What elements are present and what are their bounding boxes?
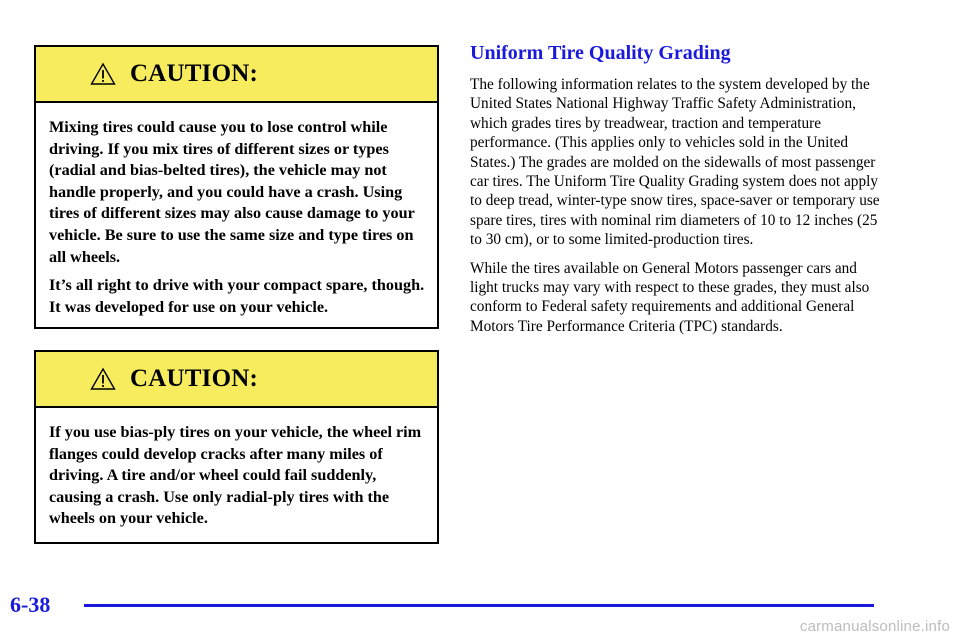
warning-triangle-icon	[90, 62, 116, 86]
caution-box-mixing-tires	[34, 45, 439, 329]
caution-paragraph: Mixing tires could cause you to lose control while driving. If you mix tires of different sizes or types (radial and bias-belted tires), the vehicle may not handle properly, and you could have a crash. Using tires of different sizes may also cause damage to your vehicle. Be sure to use the same size and type tires on all wheels.	[49, 118, 415, 266]
footer-rule	[84, 604, 874, 607]
caution-body	[36, 408, 437, 542]
caution-header	[36, 352, 437, 408]
tire-grading-section	[470, 42, 880, 345]
warning-triangle-icon	[90, 367, 116, 391]
section-title: Uniform Tire Quality Grading	[470, 42, 731, 64]
watermark: carmanualsonline.info	[799, 618, 950, 635]
page-number: 6-38	[10, 592, 51, 617]
caution-box-bias-ply	[34, 350, 439, 544]
caution-paragraph: If you use bias-ply tires on your vehicle, the wheel rim flanges could develop cracks after many miles of driving. A tire and/or wheel could fail suddenly, causing a crash. Use only radial-ply tires with the wheels on your vehicle.	[49, 423, 422, 528]
caution-body	[36, 103, 437, 330]
caution-heading: CAUTION:	[130, 365, 258, 392]
caution-paragraph: It’s all right to drive with your compact spare, though. It was developed for use on your vehicle.	[49, 276, 425, 316]
section-paragraph: While the tires available on General Motors passenger cars and light trucks may vary with respect to these grades, they must also conform to Federal safety requirements and additional General Motors Tire Performance Criteria (TPC) standards.	[470, 259, 870, 335]
caution-heading: CAUTION:	[130, 60, 258, 87]
caution-header	[36, 47, 437, 103]
section-paragraph: The following information relates to the system developed by the United States National Highway Traffic Safety Administration, which grades tires by treadwear, traction and temperature performance. (This applies only to vehicles sold in the United States.) The grades are molded on the sidewalls of most passenger car tires. The Uniform Tire Quality Grading system does not apply to deep tread, winter-type snow tires, space-saver or temporary use spare tires, tires with nominal rim diameters of 10 to 12 inches (25 to 30 cm), or to some limited-production tires.	[470, 76, 880, 249]
